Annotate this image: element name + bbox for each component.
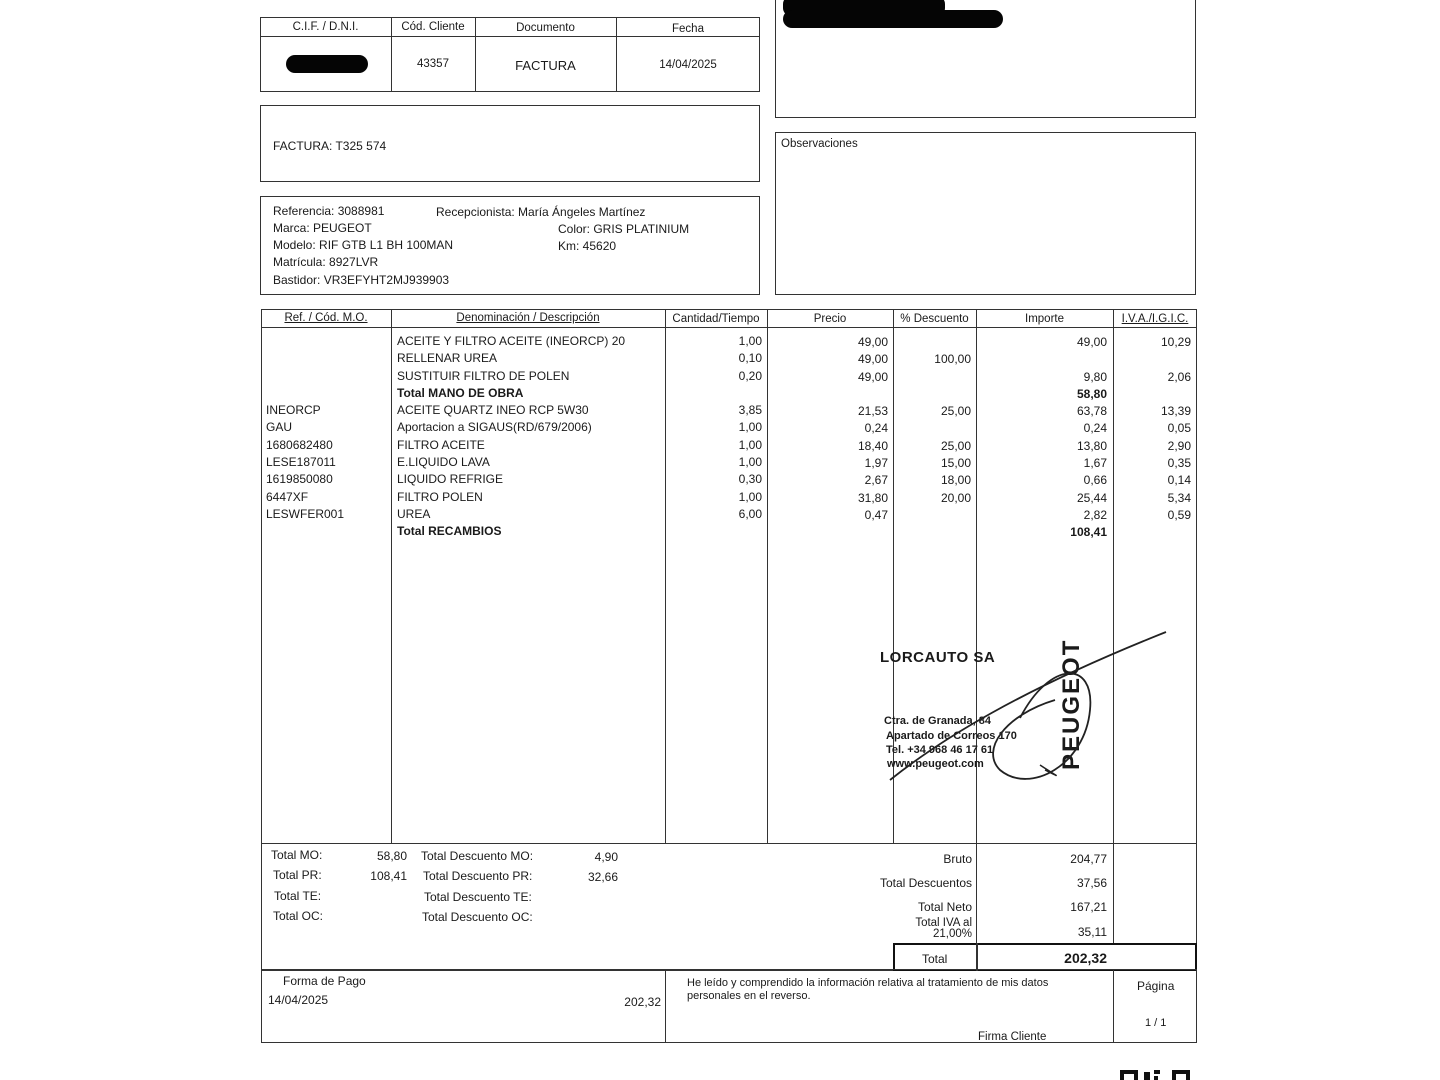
total-discount-mo-value: 4,90 — [594, 850, 618, 864]
stamp-address2: Apartado de Correos 170 — [886, 730, 1017, 742]
table-cell-ref — [266, 385, 386, 402]
table-cell-desc-subtotal: Total RECAMBIOS — [397, 524, 502, 539]
total-mo-value: 58,80 — [376, 849, 407, 863]
signature-label: Firma Cliente — [978, 1031, 1047, 1043]
total-pr-value: 108,41 — [370, 869, 407, 883]
table-cell-amount: 9,80 — [1083, 369, 1107, 384]
col-header-desc: Denominación / Descripción — [456, 312, 600, 324]
cif-label: C.I.F. / D.N.I. — [292, 21, 359, 33]
stamp-company: LORCAUTO SA — [880, 649, 996, 666]
payment-label: Forma de Pago — [283, 974, 366, 988]
total-neto-label: Total Neto — [917, 900, 972, 914]
table-cell-discount — [898, 334, 971, 351]
table-cell-ref — [266, 368, 386, 385]
total-discount-mo-label: Total Descuento MO: — [421, 849, 534, 863]
table-cell-price: 18,40 — [857, 438, 888, 453]
col-header-discount: % Descuento — [900, 313, 969, 325]
table-cell-desc: ACEITE QUARTZ INEO RCP 5W30 — [397, 403, 589, 418]
table-cell-vat: 10,29 — [1160, 335, 1191, 349]
table-cell-amount — [981, 351, 1107, 368]
stamp-brand: PEUGEOT — [1058, 638, 1085, 770]
table-cell-qty: 1,00 — [738, 455, 762, 470]
table-cell-price: 49,00 — [857, 335, 888, 349]
client-code-label: Cód. Cliente — [401, 21, 465, 33]
vehicle-bastidor: Bastidor: VR3EFYHT2MJ939903 — [273, 273, 450, 287]
table-cell-amount: 13,80 — [1076, 438, 1107, 453]
table-cell-ref: 1680682480 — [266, 437, 333, 452]
table-cell-desc: E.LIQUIDO LAVA — [397, 455, 490, 470]
table-cell-amount: 63,78 — [1076, 404, 1107, 419]
table-cell-amount: 2,82 — [1083, 507, 1107, 522]
bruto-value: 204,77 — [1070, 852, 1107, 866]
col-header-amount: Importe — [1025, 313, 1064, 325]
page-value: 1 / 1 — [1145, 1017, 1167, 1029]
table-cell-discount — [898, 420, 971, 437]
col-header-qty: Cantidad/Tiempo — [672, 313, 760, 325]
document-label: Documento — [516, 22, 575, 34]
table-cell-qty: 3,85 — [738, 403, 762, 418]
table-cell-qty: 0,20 — [738, 368, 762, 383]
table-cell-price — [772, 386, 888, 403]
discount-column — [898, 334, 971, 542]
table-cell-price: 2,67 — [864, 473, 888, 488]
table-cell-desc: FILTRO ACEITE — [397, 437, 485, 452]
table-cell-discount: 15,00 — [940, 456, 971, 471]
total-discount-pr-value: 32,66 — [587, 870, 618, 884]
table-cell-ref: LESE187011 — [266, 455, 336, 470]
total-discount-pr-label: Total Descuento PR: — [423, 869, 533, 883]
privacy-text: He leído y comprendido la información relativa al tratamiento de mis datos personales en el reverso. — [687, 977, 1049, 1002]
table-cell-vat: 0,14 — [1167, 473, 1191, 488]
total-iva-label: Total IVA al 21,00% — [915, 917, 972, 940]
table-cell-amount: 49,00 — [1076, 335, 1107, 349]
bruto-label: Bruto — [943, 852, 972, 866]
table-cell-ref — [266, 523, 386, 540]
table-cell-desc-subtotal: Total MANO DE OBRA — [397, 385, 524, 400]
table-cell-ref — [266, 350, 386, 367]
table-cell-qty: 1,00 — [738, 420, 762, 435]
vehicle-recepcionista: Recepcionista: María Ángeles Martínez — [436, 205, 646, 219]
table-cell-amount: 0,66 — [1083, 473, 1107, 488]
table-cell-ref: 1619850080 — [266, 472, 333, 487]
page-label: Página — [1137, 979, 1175, 993]
table-cell-ref: 6447XF — [266, 489, 309, 504]
table-cell-desc: UREA — [397, 506, 431, 521]
table-cell-price: 31,80 — [857, 490, 888, 505]
table-cell-desc: FILTRO POLEN — [397, 489, 483, 504]
vehicle-color: Color: GRIS PLATINIUM — [558, 222, 690, 236]
table-cell-price: 0,24 — [864, 421, 888, 436]
col-header-price: Precio — [813, 313, 847, 325]
stamp-phone: Tel. +34 968 46 17 61 — [886, 744, 994, 756]
table-cell-qty: 1,00 — [738, 489, 762, 504]
table-cell-vat: 0,59 — [1167, 507, 1191, 522]
table-cell-amount: 1,67 — [1083, 456, 1107, 471]
col-header-vat: I.V.A./I.G.I.C. — [1121, 313, 1189, 325]
table-cell-vat: 5,34 — [1167, 490, 1191, 505]
stamp-web: www.peugeot.com — [887, 758, 984, 770]
table-cell-ref: LESWFER001 — [266, 506, 345, 521]
table-cell-discount: 100,00 — [934, 352, 971, 367]
table-cell-discount — [898, 369, 971, 386]
vehicle-modelo: Modelo: RIF GTB L1 BH 100MAN — [273, 238, 454, 252]
table-cell-discount: 20,00 — [940, 490, 971, 505]
total-descuentos-label: Total Descuentos — [879, 876, 972, 890]
client-code-value: 43357 — [417, 58, 449, 70]
client-address-redaction — [783, 10, 1003, 28]
total-mo-label: Total MO: — [271, 848, 323, 862]
table-cell-discount — [898, 386, 971, 403]
invoice-number: FACTURA: T325 574 — [273, 139, 387, 153]
table-cell-desc: SUSTITUIR FILTRO DE POLEN — [397, 368, 570, 383]
qr-code-icon — [1120, 1070, 1192, 1080]
grand-total-value: 202,32 — [1064, 950, 1107, 966]
payment-date: 14/04/2025 — [268, 993, 329, 1007]
desc-column — [397, 333, 662, 541]
vehicle-km: Km: 45620 — [558, 239, 617, 253]
table-cell-amount-subtotal: 58,80 — [1076, 386, 1107, 401]
table-cell-ref — [266, 333, 386, 350]
grand-total-label: Total — [922, 952, 948, 966]
table-cell-discount: 25,00 — [940, 404, 971, 419]
table-cell-discount — [898, 507, 971, 524]
table-cell-qty — [670, 523, 762, 540]
table-cell-vat: 2,06 — [1167, 369, 1191, 384]
cif-redaction — [286, 55, 368, 73]
vehicle-marca: Marca: PEUGEOT — [273, 221, 372, 235]
table-cell-amount-subtotal: 108,41 — [1070, 525, 1107, 540]
total-neto-value: 167,21 — [1070, 900, 1107, 914]
table-cell-qty: 0,10 — [738, 351, 762, 366]
vat-column — [1118, 334, 1191, 542]
table-cell-qty: 6,00 — [738, 506, 762, 521]
total-oc-label: Total OC: — [273, 909, 324, 923]
price-column — [772, 334, 888, 542]
table-cell-vat: 0,05 — [1167, 421, 1191, 436]
table-cell-desc: ACEITE Y FILTRO ACEITE (INEORCP) 20 — [397, 334, 626, 348]
vehicle-referencia: Referencia: 3088981 — [273, 204, 385, 218]
date-value: 14/04/2025 — [659, 59, 717, 71]
table-cell-discount — [898, 524, 971, 541]
table-cell-amount: 0,24 — [1083, 421, 1107, 436]
total-discount-te-label: Total Descuento TE: — [424, 890, 532, 904]
stamp-address1: Ctra. de Granada, 84 — [884, 715, 991, 727]
table-cell-ref: INEORCP — [266, 403, 321, 418]
signature-scribble — [880, 620, 1180, 820]
table-cell-vat — [1118, 386, 1191, 403]
table-cell-qty: 0,30 — [738, 472, 762, 487]
table-cell-vat: 0,35 — [1167, 456, 1191, 471]
document-value: FACTURA — [515, 58, 576, 73]
table-cell-discount: 25,00 — [940, 438, 971, 453]
amount-column — [981, 334, 1107, 542]
table-cell-desc: RELLENAR UREA — [397, 351, 498, 366]
table-cell-vat — [1118, 351, 1191, 368]
table-cell-qty: 1,00 — [738, 437, 762, 452]
table-cell-amount: 25,44 — [1076, 490, 1107, 505]
total-descuentos-value: 37,56 — [1076, 876, 1107, 890]
table-cell-vat: 13,39 — [1160, 404, 1191, 419]
total-iva-value: 35,11 — [1077, 925, 1107, 939]
table-cell-price: 0,47 — [864, 507, 888, 522]
col-header-ref: Ref. / Cód. M.O. — [284, 312, 368, 324]
vehicle-matricula: Matrícula: 8927LVR — [273, 255, 379, 269]
date-label: Fecha — [672, 23, 704, 35]
table-cell-discount: 18,00 — [940, 473, 971, 488]
table-cell-desc: LIQUIDO REFRIGE — [397, 472, 504, 487]
table-cell-price: 49,00 — [857, 369, 888, 384]
table-cell-desc: Aportacion a SIGAUS(RD/679/2006) — [397, 420, 592, 435]
payment-amount: 202,32 — [624, 995, 661, 1009]
total-te-label: Total TE: — [274, 889, 322, 903]
observations-label: Observaciones — [781, 138, 858, 150]
table-cell-price: 49,00 — [857, 352, 888, 367]
table-cell-qty — [670, 385, 762, 402]
table-cell-ref: GAU — [266, 420, 293, 435]
table-cell-price: 21,53 — [857, 404, 888, 419]
total-discount-oc-label: Total Descuento OC: — [422, 910, 533, 924]
table-cell-vat — [1118, 524, 1191, 541]
table-cell-price: 1,97 — [864, 456, 888, 471]
table-cell-price — [772, 524, 888, 541]
table-cell-qty: 1,00 — [738, 334, 762, 348]
observations-box — [775, 132, 1196, 295]
total-pr-label: Total PR: — [273, 868, 322, 882]
ref-column — [266, 333, 386, 541]
qty-column — [670, 333, 762, 541]
table-cell-vat: 2,90 — [1167, 438, 1191, 453]
